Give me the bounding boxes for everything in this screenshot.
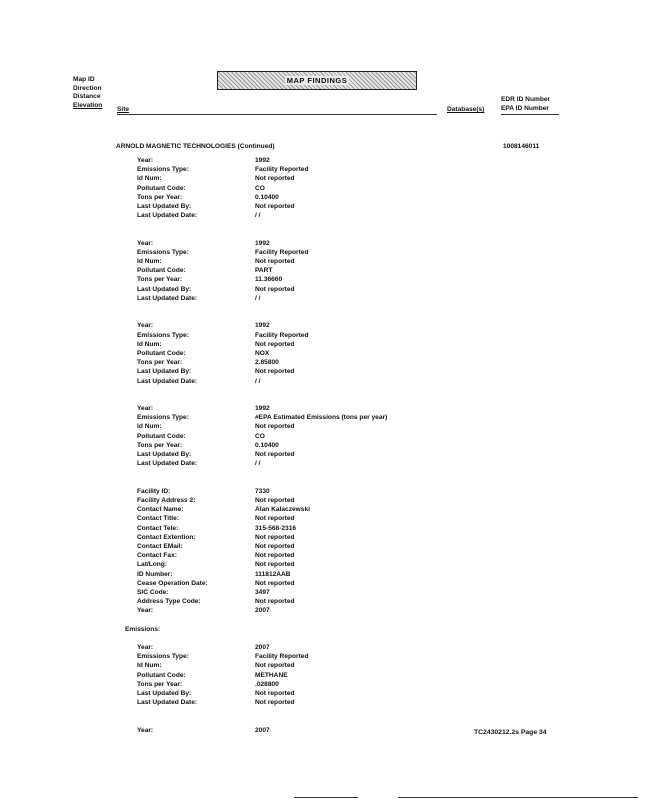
row-value: 0.10400 [255,193,279,201]
spacer [137,468,517,486]
database-label: Database(s) [447,106,485,113]
row-value: 1992 [255,239,270,247]
record-row [137,202,517,211]
map-findings-banner [217,71,417,90]
row-value: Not reported [255,258,295,266]
row-label: Lat/Long: [137,561,168,569]
record-row [137,579,517,588]
row-label: Id Num: [137,258,162,266]
row-label: Tons per Year: [137,276,183,284]
banner-title: MAP FINDINGS [286,75,348,85]
emissions-section-label [125,625,517,634]
record-row [137,331,517,340]
row-label: Emissions Type: [137,166,189,174]
row-label: Id Num: [137,175,162,183]
edr-id-value: 1008146011 [503,143,540,150]
row-label: Emissions Type: [137,653,189,661]
edr-id-label: EDR ID Number [501,96,551,103]
row-label: Contact Tele: [137,524,179,532]
record-row [137,570,517,579]
emissions-record [137,321,517,385]
row-label: Year: [137,726,154,734]
row-label: Last Updated By: [137,202,192,210]
row-label: Last Updated By: [137,451,192,459]
row-label: Pollutant Code: [137,671,186,679]
row-label: Facility ID: [137,487,171,495]
row-value: 315-568-2316 [255,524,297,532]
record-row [137,285,517,294]
row-value: Not reported [255,699,295,707]
id-underline [501,114,559,115]
row-label: Pollutant Code: [137,432,186,440]
site-label: Site [117,106,130,113]
row-label: Pollutant Code: [137,267,186,275]
record-row [137,505,517,514]
row-value: Not reported [255,598,295,606]
row-value: 2.85800 [255,359,279,367]
row-label: Last Updated By: [137,368,192,376]
record-row [137,459,517,468]
row-label: Tons per Year: [137,441,183,449]
row-value: 0.10400 [255,441,279,449]
record-row [137,165,517,174]
record-row [137,441,517,450]
row-label: Year: [137,239,154,247]
record-row [137,514,517,523]
record-row [137,367,517,376]
site-underline [117,114,437,115]
record-row [137,294,517,303]
row-value: Not reported [255,451,295,459]
row-value: Not reported [255,423,295,431]
row-value: METHANE [255,671,288,679]
row-value: 111812AAB [255,570,291,578]
elevation-label: Elevation [73,101,103,109]
record-row [137,266,517,275]
row-label: Last Updated Date: [137,377,198,385]
row-value: 2007 [255,644,270,651]
row-label: Last Updated Date: [137,212,198,220]
row-value: NOX [255,349,270,357]
record-row [137,184,517,193]
spacer [137,615,517,624]
spacer [137,707,517,725]
row-label: Pollutant Code: [137,349,186,357]
row-value: / / [255,212,261,220]
spacer [137,303,517,321]
row-value: 1992 [255,322,270,330]
row-label: Year: [137,322,154,330]
row-value: Not reported [255,368,295,376]
spacer [137,386,517,404]
row-label: Id Num: [137,340,162,348]
record-row [137,671,517,680]
direction-label: Direction [73,84,102,92]
row-label: Last Updated By: [137,689,192,697]
row-label: Emissions Type: [137,414,189,422]
record-list [125,156,517,735]
row-label: Contact Name: [137,506,184,514]
record-row [137,404,517,413]
distance-label: Distance [73,93,101,101]
row-label: Last Updated Date: [137,460,198,468]
record-row [137,588,517,597]
row-label: Year: [137,157,154,164]
record-row [137,643,517,652]
row-value: Not reported [255,175,295,183]
row-value: 1992 [255,405,270,413]
row-value: 1992 [255,157,270,164]
record-row [137,560,517,569]
row-value: Not reported [255,561,295,569]
emissions-record [137,156,517,220]
row-label: Contact Extention: [137,533,196,541]
record-row [137,542,517,551]
row-value: CO [255,432,265,440]
row-label: Id Num: [137,423,162,431]
row-label: Year: [137,405,154,413]
record-row [137,257,517,266]
row-value: Not reported [255,552,295,560]
header-left-labels [73,76,113,110]
row-label: Pollutant Code: [137,184,186,192]
row-value: .028800 [255,680,279,688]
emissions-label-text: Emissions: [125,625,161,633]
row-label: Id Num: [137,662,162,670]
row-value: Not reported [255,340,295,348]
row-value: Facility Reported [255,331,309,339]
row-value: 2007 [255,607,270,615]
row-value: Facility Reported [255,653,309,661]
row-value: Not reported [255,202,295,210]
record-row [137,689,517,698]
row-label: Contact Title: [137,515,180,523]
row-value: Alan Kalaczewski [255,506,310,514]
id-number-labels [501,96,550,114]
record-row [137,661,517,670]
row-value: Not reported [255,542,295,550]
row-value: Not reported [255,579,295,587]
row-value: PART [255,267,273,275]
row-label: Address Type Code: [137,598,201,606]
record-row [137,239,517,248]
spacer [137,220,517,238]
row-value: 11.36660 [255,276,283,284]
row-label: Tons per Year: [137,680,183,688]
record-row [137,321,517,330]
record-row [137,533,517,542]
row-value: Not reported [255,689,295,697]
record-row [137,248,517,257]
row-value: / / [255,460,261,468]
emissions-record [137,239,517,303]
record-row [137,652,517,661]
record-row [137,450,517,459]
row-label: ID Number: [137,570,173,578]
record-row [137,551,517,560]
row-value: CO [255,184,265,192]
row-value: #EPA Estimated Emissions (tons per year) [255,414,388,422]
row-label: Tons per Year: [137,193,183,201]
record-row [137,487,517,496]
record-row [137,358,517,367]
row-label: SIC Code: [137,588,169,596]
record-row [137,275,517,284]
footer-rule [294,797,358,798]
facility-details [137,487,517,616]
row-value: Not reported [255,533,295,541]
row-label: Contact EMail: [137,542,183,550]
emissions-record [137,643,517,707]
map-id-label: Map ID [73,76,95,83]
row-value: / / [255,377,261,385]
record-row [137,156,517,165]
row-value: Not reported [255,515,295,523]
facility-name: ARNOLD MAGNETIC TECHNOLOGIES (Continued) [116,143,275,150]
record-row [137,340,517,349]
row-label: Emissions Type: [137,331,189,339]
row-value: Not reported [255,497,295,504]
row-label: Year: [137,644,154,651]
row-value: 7330 [255,487,270,495]
record-row [137,597,517,606]
record-row [137,211,517,220]
row-value: 3497 [255,588,270,596]
epa-id-label: EPA ID Number [501,104,549,112]
record-row [137,680,517,689]
record-row [137,413,517,422]
row-value: Not reported [255,285,295,293]
row-label: Tons per Year: [137,359,183,367]
record-row [137,496,517,505]
row-value: 2007 [255,726,270,734]
record-row [137,174,517,183]
row-value: / / [255,294,261,302]
record-row [137,193,517,202]
row-label: Last Updated Date: [137,699,198,707]
row-label: Emissions Type: [137,248,189,256]
row-value: Facility Reported [255,248,309,256]
row-label: Last Updated By: [137,285,192,293]
record-row [137,726,517,735]
page-footer: TC2430212.2s Page 34 [474,729,547,736]
row-label: Contact Fax: [137,552,177,560]
record-row [137,422,517,431]
row-label: Last Updated Date: [137,294,198,302]
record-row [137,698,517,707]
row-value: Not reported [255,662,295,670]
row-value: Facility Reported [255,166,309,174]
row-label: Cease Operation Date: [137,579,208,587]
footer-rule [398,797,638,798]
row-label: Year: [137,607,154,615]
record-row [137,524,517,533]
emissions-record [137,404,517,468]
record-row [137,606,517,615]
spacer [137,634,517,643]
record-row [137,432,517,441]
record-row [137,377,517,386]
row-label: Facility Address 2: [137,497,196,504]
record-row [137,349,517,358]
